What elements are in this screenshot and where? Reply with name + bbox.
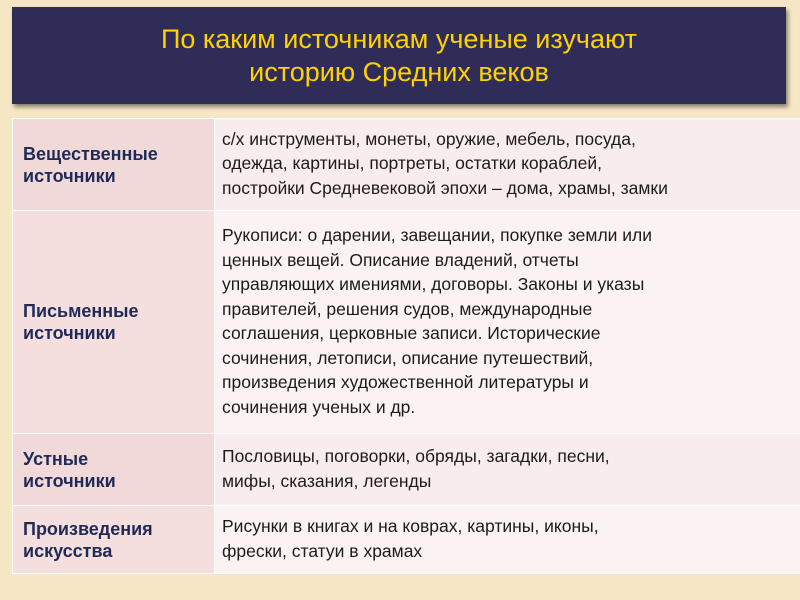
row-label-material xyxy=(13,119,215,211)
row-label-line: источники xyxy=(23,323,116,343)
row-text-written xyxy=(215,211,800,434)
row-label-line: Произведения xyxy=(23,518,153,539)
row-text-art xyxy=(215,506,800,574)
sources-table xyxy=(12,118,800,574)
row-text-line: одежда, картины, портреты, остатки кораблей, xyxy=(222,153,602,174)
row-text-line: управляющих имениями, договоры. Законы и указы xyxy=(222,274,645,294)
row-text-line: с/х инструменты, монеты, оружие, мебель, посуда, xyxy=(222,128,636,149)
slide-title-line-1: По каким источникам ученые изучают xyxy=(160,23,638,54)
table-row-written xyxy=(13,211,800,434)
row-text-line: произведения художественной литературы и xyxy=(222,372,589,392)
slide-title-banner xyxy=(12,7,786,104)
row-text-line: постройки Средневековой эпохи – дома, храмы, замки xyxy=(222,177,668,198)
row-label-written xyxy=(13,211,215,434)
row-text-line: фрески, статуи в храмах xyxy=(222,540,423,561)
table-row-material xyxy=(13,119,800,211)
row-text-line: Пословицы, поговорки, обряды, загадки, песни, xyxy=(222,446,610,466)
row-label-line: искусства xyxy=(23,540,113,561)
row-label-oral xyxy=(13,434,215,506)
table-row-oral xyxy=(13,434,800,506)
row-text-line: соглашения, церковные записи. Исторические xyxy=(222,323,601,343)
row-text-line: сочинения, летописи, описание путешествий, xyxy=(222,347,594,368)
row-label-line: Вещественные xyxy=(23,143,158,164)
row-label-line: Письменные xyxy=(23,301,139,321)
row-label-line: источники xyxy=(23,165,116,186)
row-text-line: Рисунки в книгах и на коврах, картины, иконы, xyxy=(222,516,599,536)
row-text-line: Рукописи: о дарении, завещании, покупке земли или xyxy=(222,225,653,245)
row-label-art xyxy=(13,506,215,574)
row-text-line: мифы, сказания, легенды xyxy=(222,470,432,491)
row-text-line: ценных вещей. Описание владений, отчеты xyxy=(222,249,579,270)
row-label-line: Устные xyxy=(23,448,89,469)
slide-title-line-2: историю Средних веков xyxy=(249,56,549,87)
row-text-line: правителей, решения судов, международные xyxy=(222,298,593,319)
row-text-oral xyxy=(215,434,800,506)
row-text-material xyxy=(215,119,800,211)
row-label-line: источники xyxy=(23,470,116,491)
table-row-art xyxy=(13,506,800,574)
row-text-line: сочинения ученых и др. xyxy=(222,396,416,417)
